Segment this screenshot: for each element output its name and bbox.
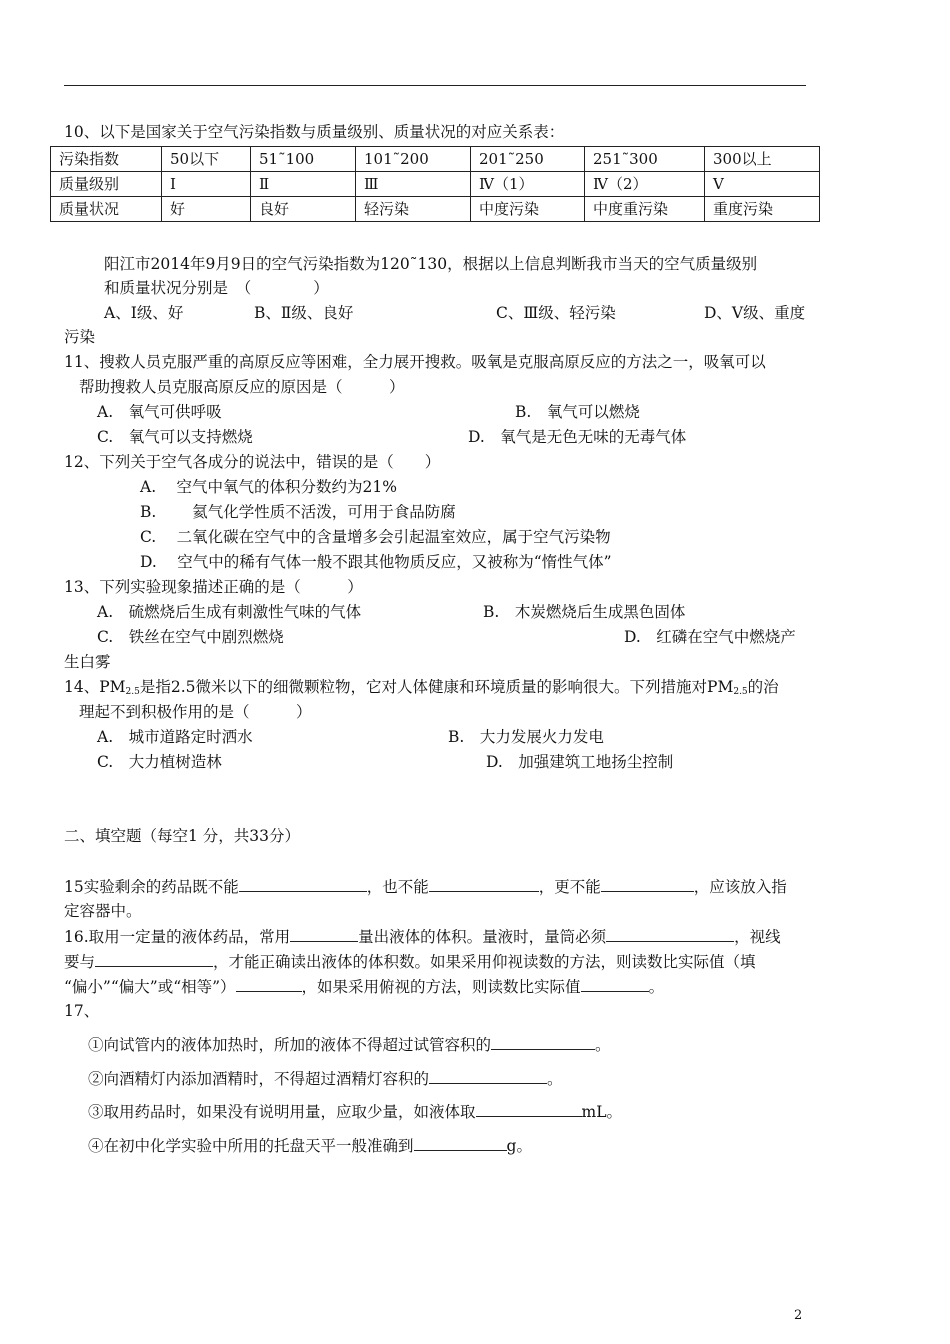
table-cell: Ⅳ（1） bbox=[471, 172, 585, 197]
q11-stem-line2: 帮助搜救人员克服高原反应的原因是（ ） bbox=[79, 378, 405, 396]
q10-intro: 10、以下是国家关于空气污染指数与质量级别、质量状况的对应关系表： bbox=[64, 123, 565, 141]
table-cell: 201˜250 bbox=[471, 147, 585, 172]
pollution-index-table bbox=[50, 146, 820, 222]
q17-blank-3[interactable] bbox=[476, 1101, 582, 1117]
table-cell: 300以上 bbox=[705, 147, 820, 172]
q16-text-1: 16.取用一定量的液体药品，常用 bbox=[64, 928, 291, 946]
q12-option-b: B. 氦气化学性质不活泼，可用于食品防腐 bbox=[140, 503, 456, 521]
q14-option-c: C. 大力植树造林 bbox=[97, 753, 222, 771]
q15-blank-1[interactable] bbox=[239, 876, 367, 892]
table-cell: 污染指数 bbox=[51, 147, 162, 172]
q14-stem-line1 bbox=[64, 677, 779, 702]
q14-option-a: A. 城市道路定时洒水 bbox=[97, 728, 253, 746]
q11-option-a: A. 氧气可供呼吸 bbox=[97, 403, 222, 421]
table-row bbox=[51, 147, 820, 172]
q16-line3 bbox=[64, 976, 664, 997]
q10-option-d-cont: 污染 bbox=[64, 328, 96, 346]
q17-item3 bbox=[88, 1101, 622, 1122]
q16-blank-1[interactable] bbox=[290, 926, 358, 942]
q13-option-c: C. 铁丝在空气中剧烈燃烧 bbox=[97, 628, 284, 646]
q17-item2 bbox=[88, 1068, 563, 1089]
table-cell: 重度污染 bbox=[705, 197, 820, 222]
q13-option-a: A. 硫燃烧后生成有刺激性气味的气体 bbox=[97, 603, 362, 621]
table-cell: Ⅲ bbox=[356, 172, 471, 197]
table-row bbox=[51, 197, 820, 222]
q16-text-4: 要与 bbox=[64, 953, 96, 971]
q15-blank-2[interactable] bbox=[429, 876, 539, 892]
pm-label: PM bbox=[99, 678, 126, 696]
q17-blank-2[interactable] bbox=[429, 1068, 547, 1084]
table-cell: 良好 bbox=[251, 197, 356, 222]
q16-text-5: ，才能正确读出液体的体积数。如果采用仰视读数的方法，则读数比实际值（填 bbox=[213, 953, 756, 971]
q10-option-b: B、Ⅱ级、良好 bbox=[254, 304, 354, 322]
q15-text-4: ，应该放入指 bbox=[693, 878, 787, 896]
q17-number: 17、 bbox=[64, 1002, 100, 1020]
q11-option-b: B. 氧气可以燃烧 bbox=[515, 403, 640, 421]
q17-item2-text: ②向酒精灯内添加酒精时，不得超过酒精灯容积的 bbox=[88, 1070, 430, 1088]
table-cell: 好 bbox=[162, 197, 251, 222]
q11-option-c: C. 氧气可以支持燃烧 bbox=[97, 428, 253, 446]
q16-line1 bbox=[64, 926, 781, 947]
section2-title: 二、填空题（每空1 分，共33分） bbox=[64, 827, 301, 845]
q12-option-d: D. 空气中的稀有气体一般不跟其他物质反应，又被称为“惰性气体” bbox=[140, 553, 612, 571]
q15-line2: 定容器中。 bbox=[64, 902, 142, 920]
q11-option-d: D. 氧气是无色无味的无毒气体 bbox=[468, 428, 687, 446]
q17-item4 bbox=[88, 1135, 532, 1156]
q17-blank-1[interactable] bbox=[491, 1034, 595, 1050]
q16-text-2: 量出液体的体积。量液时，量筒必须 bbox=[358, 928, 607, 946]
q12-option-c: C. 二氧化碳在空气中的含量增多会引起温室效应，属于空气污染物 bbox=[140, 528, 611, 546]
table-cell: Ⅳ（2） bbox=[585, 172, 705, 197]
q14-stem-line2: 理起不到积极作用的是（ ） bbox=[79, 703, 312, 721]
table-cell: 251˜300 bbox=[585, 147, 705, 172]
table-cell: 50以下 bbox=[162, 147, 251, 172]
q16-blank-4[interactable] bbox=[236, 976, 302, 992]
q17-item3-end: mL。 bbox=[581, 1103, 623, 1121]
q10-option-c: C、Ⅲ级、轻污染 bbox=[496, 304, 616, 322]
q12-stem: 12、下列关于空气各成分的说法中，错误的是（ ） bbox=[64, 453, 441, 471]
q17-item4-text: ④在初中化学实验中所用的托盘天平一般准确到 bbox=[88, 1137, 414, 1155]
table-cell: Ⅰ bbox=[162, 172, 251, 197]
q17-item2-end: 。 bbox=[547, 1070, 563, 1088]
q16-text-8: 。 bbox=[648, 978, 665, 996]
table-cell: 质量级别 bbox=[51, 172, 162, 197]
q17-item1-end: 。 bbox=[595, 1036, 611, 1054]
q16-blank-5[interactable] bbox=[581, 976, 649, 992]
table-row bbox=[51, 172, 820, 197]
q16-blank-2[interactable] bbox=[606, 926, 734, 942]
q16-text-7: ，如果采用俯视的方法，则读数比实际值 bbox=[301, 978, 581, 996]
q15-text-2: ，也不能 bbox=[366, 878, 429, 896]
table-cell: 101˜200 bbox=[356, 147, 471, 172]
q15-blank-3[interactable] bbox=[601, 876, 694, 892]
table-cell: 51˜100 bbox=[251, 147, 356, 172]
q12-option-a: A. 空气中氧气的体积分数约为21% bbox=[140, 478, 397, 496]
q17-item1 bbox=[88, 1034, 611, 1055]
table-cell: 中度污染 bbox=[471, 197, 585, 222]
q11-stem-line1: 11、搜救人员克服严重的高原反应等困难，全力展开搜救。吸氧是克服高原反应的方法之一，吸氧可以 bbox=[64, 353, 766, 371]
table-cell: Ⅴ bbox=[705, 172, 820, 197]
pm-label-2: PM bbox=[707, 678, 734, 696]
page-number: 2 bbox=[794, 1308, 803, 1323]
pm-subscript: 2.5 bbox=[125, 687, 140, 697]
q17-item1-text: ①向试管内的液体加热时，所加的液体不得超过试管容积的 bbox=[88, 1036, 492, 1054]
q16-line2 bbox=[64, 951, 756, 972]
q15-text-1: 15实验剩余的药品既不能 bbox=[64, 878, 239, 896]
q10-option-d: D、Ⅴ级、重度 bbox=[704, 304, 806, 322]
pm-subscript-2: 2.5 bbox=[733, 687, 748, 697]
q10-stem-line2: 和质量状况分别是 （ ） bbox=[104, 279, 329, 297]
q14-option-d: D. 加强建筑工地扬尘控制 bbox=[486, 753, 674, 771]
q10-stem-line1: 阳江市2014年9月9日的空气污染指数为120˜130，根据以上信息判断我市当天的空气质量级别 bbox=[104, 255, 758, 273]
q13-option-b: B. 木炭燃烧后生成黑色固体 bbox=[483, 603, 686, 621]
q15-text-3: ，更不能 bbox=[538, 878, 601, 896]
q16-text-3: ，视线 bbox=[734, 928, 781, 946]
q10-option-a: A、Ⅰ级、好 bbox=[104, 304, 184, 322]
header-rule bbox=[64, 85, 806, 86]
table-cell: 中度重污染 bbox=[585, 197, 705, 222]
table-cell: Ⅱ bbox=[251, 172, 356, 197]
q14-option-b: B. 大力发展火力发电 bbox=[448, 728, 604, 746]
q13-option-d: D. 红磷在空气中燃烧产 bbox=[624, 628, 796, 646]
q16-blank-3[interactable] bbox=[95, 951, 213, 967]
q13-stem: 13、下列实验现象描述正确的是（ ） bbox=[64, 578, 363, 596]
q14-number: 14、 bbox=[64, 678, 100, 696]
q14-stem-text: 是指2.5微米以下的细微颗粒物，它对人体健康和环境质量的影响很大。下列措施对 bbox=[139, 678, 708, 696]
table-cell: 轻污染 bbox=[356, 197, 471, 222]
q17-item4-end: g。 bbox=[506, 1137, 532, 1155]
q13-option-d-cont: 生白雾 bbox=[64, 653, 111, 671]
table-cell: 质量状况 bbox=[51, 197, 162, 222]
q15-line1 bbox=[64, 876, 787, 897]
q14-stem-end: 的治 bbox=[747, 678, 779, 696]
q17-blank-4[interactable] bbox=[414, 1135, 507, 1151]
q17-item3-text: ③取用药品时，如果没有说明用量，应取少量，如液体取 bbox=[88, 1103, 476, 1121]
q16-text-6: “偏小”“偏大”或“相等”） bbox=[64, 978, 236, 996]
